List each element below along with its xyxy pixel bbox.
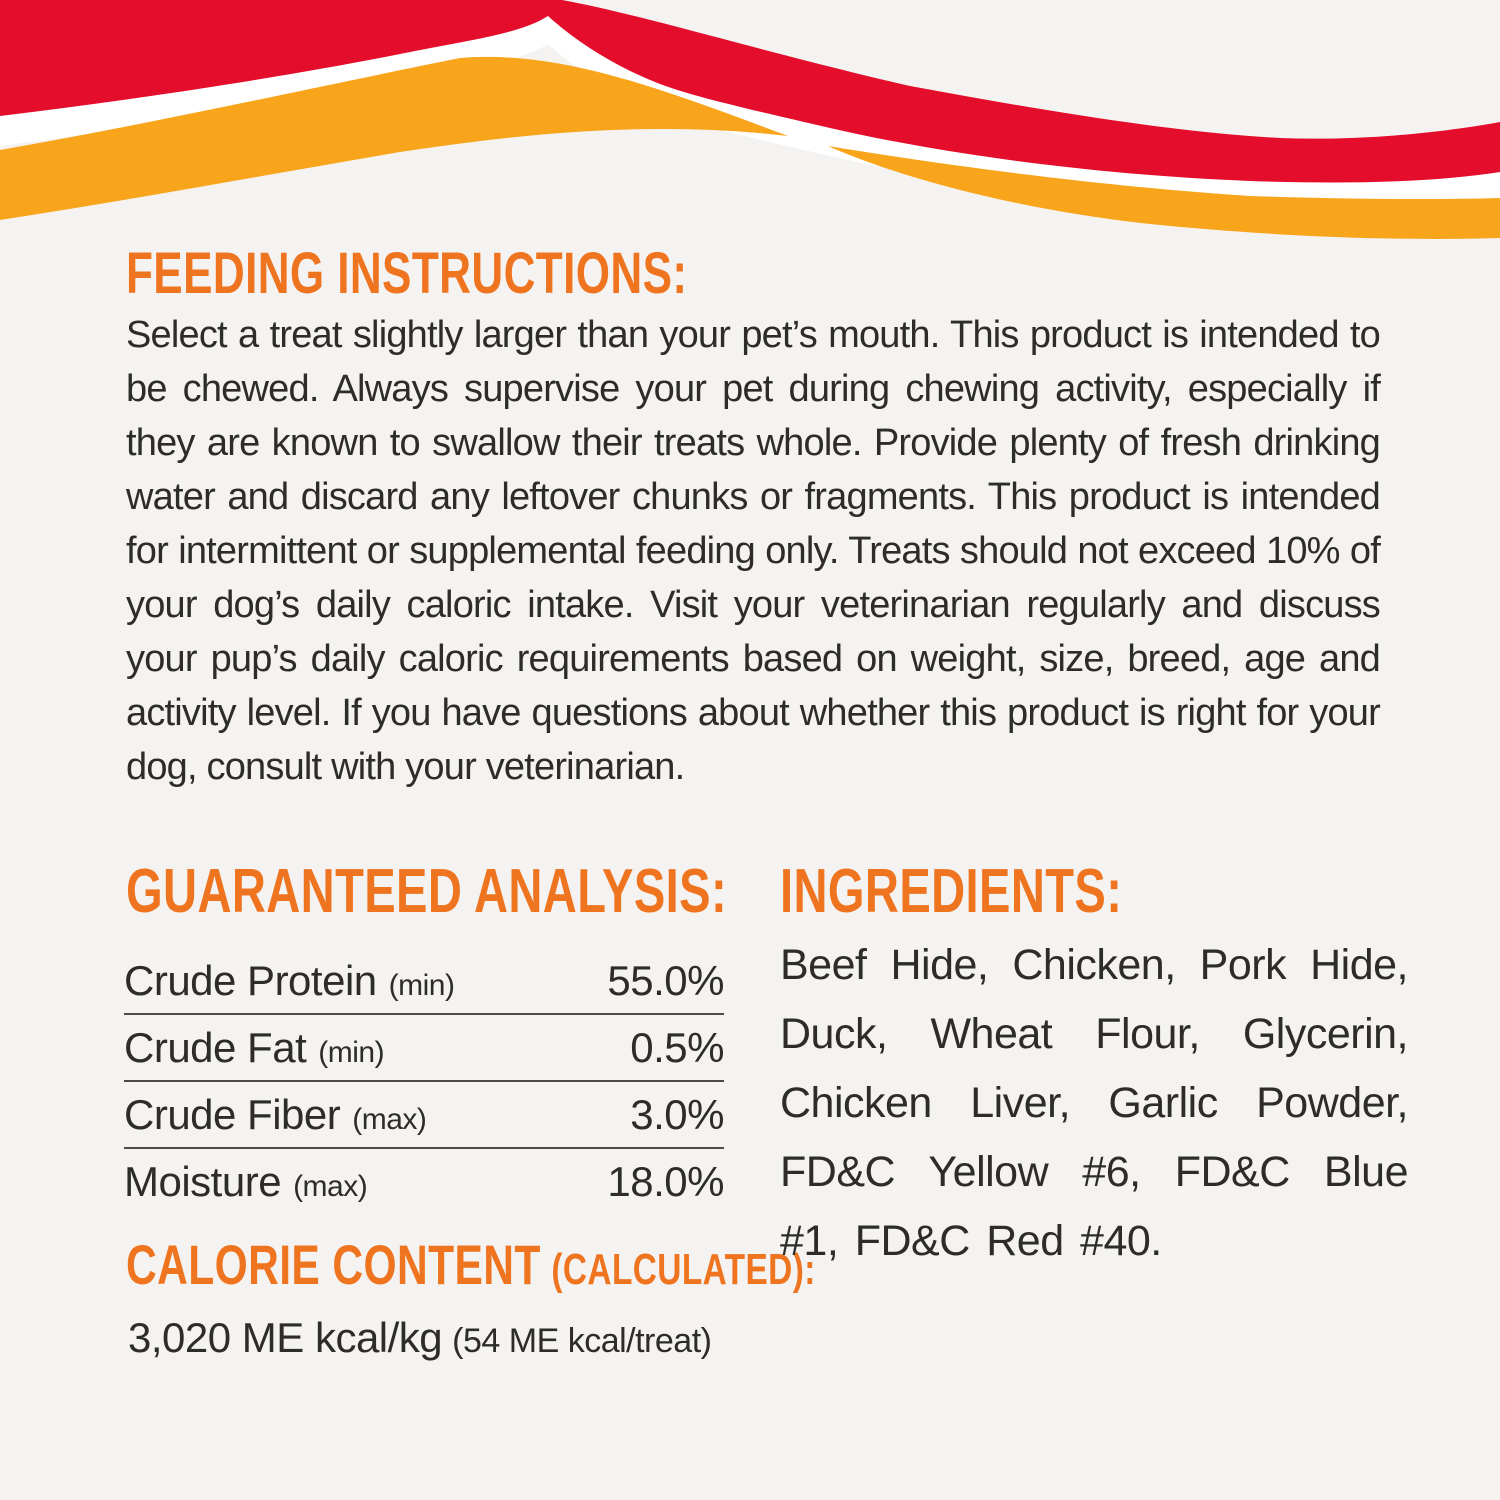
analysis-value: 0.5% [630, 1024, 724, 1071]
analysis-label: Crude Fat [124, 1024, 307, 1071]
guaranteed-analysis-table [124, 948, 724, 1214]
ingredients-list-text: Beef Hide, Chicken, Pork Hide, Duck, Wheat Flour, Glycerin, Chicken Liver, Garlic Powder, FD&C Yellow #6, FD&C Blue #1, FD&C Red #40. [780, 941, 1408, 1265]
calorie-content-value-line [128, 1314, 711, 1365]
calorie-content-value: 3,020 ME kcal/kg [128, 1314, 443, 1361]
calorie-content-heading-qualifier: (CALCULATED): [551, 1245, 816, 1294]
analysis-label: Crude Protein [124, 957, 377, 1004]
ingredients-heading-text: INGREDIENTS: [780, 857, 1123, 926]
analysis-qualifier: (max) [352, 1103, 427, 1136]
analysis-qualifier: (min) [388, 969, 455, 1002]
feeding-instructions-heading-text: FEEDING INSTRUCTIONS: [126, 241, 688, 306]
analysis-value: 3.0% [630, 1091, 724, 1138]
guaranteed-analysis-heading-text: GUARANTEED ANALYSIS: [126, 857, 728, 926]
analysis-qualifier: (min) [318, 1036, 385, 1069]
analysis-row-crude-fiber [124, 1082, 724, 1149]
analysis-label: Moisture [124, 1158, 282, 1205]
analysis-value: 55.0% [607, 957, 724, 1004]
analysis-value: 18.0% [607, 1158, 724, 1205]
analysis-row-moisture [124, 1149, 724, 1214]
feeding-instructions-text: Select a treat slightly larger than your pet’s mouth. This product is intended to be chewed. Always supervise your pet during chewing activity, especially if they are known to swallow their treats whole. Provide plenty of fresh drinking water and discard any leftover chunks or fragments. This product is intended for intermittent or supplemental feeding only. Treats should not exceed 10% of your dog’s daily caloric intake. Visit your veterinarian regularly and discuss your pup’s daily caloric requirements based on weight, size, breed, age and activity level. If you have questions about whether this product is right for your dog, consult with your veterinarian. [126, 314, 1380, 788]
calorie-content-per-treat-note: (54 ME kcal/treat) [452, 1322, 712, 1360]
analysis-label: Crude Fiber [124, 1091, 341, 1138]
calorie-content-heading-main: CALORIE CONTENT [126, 1233, 541, 1296]
feeding-instructions-heading [126, 241, 865, 306]
calorie-content-heading-text [126, 1233, 816, 1296]
analysis-row-crude-fat [124, 1015, 724, 1082]
analysis-qualifier: (max) [293, 1170, 368, 1203]
ingredients-heading [780, 857, 1230, 926]
analysis-row-crude-protein [124, 948, 724, 1015]
